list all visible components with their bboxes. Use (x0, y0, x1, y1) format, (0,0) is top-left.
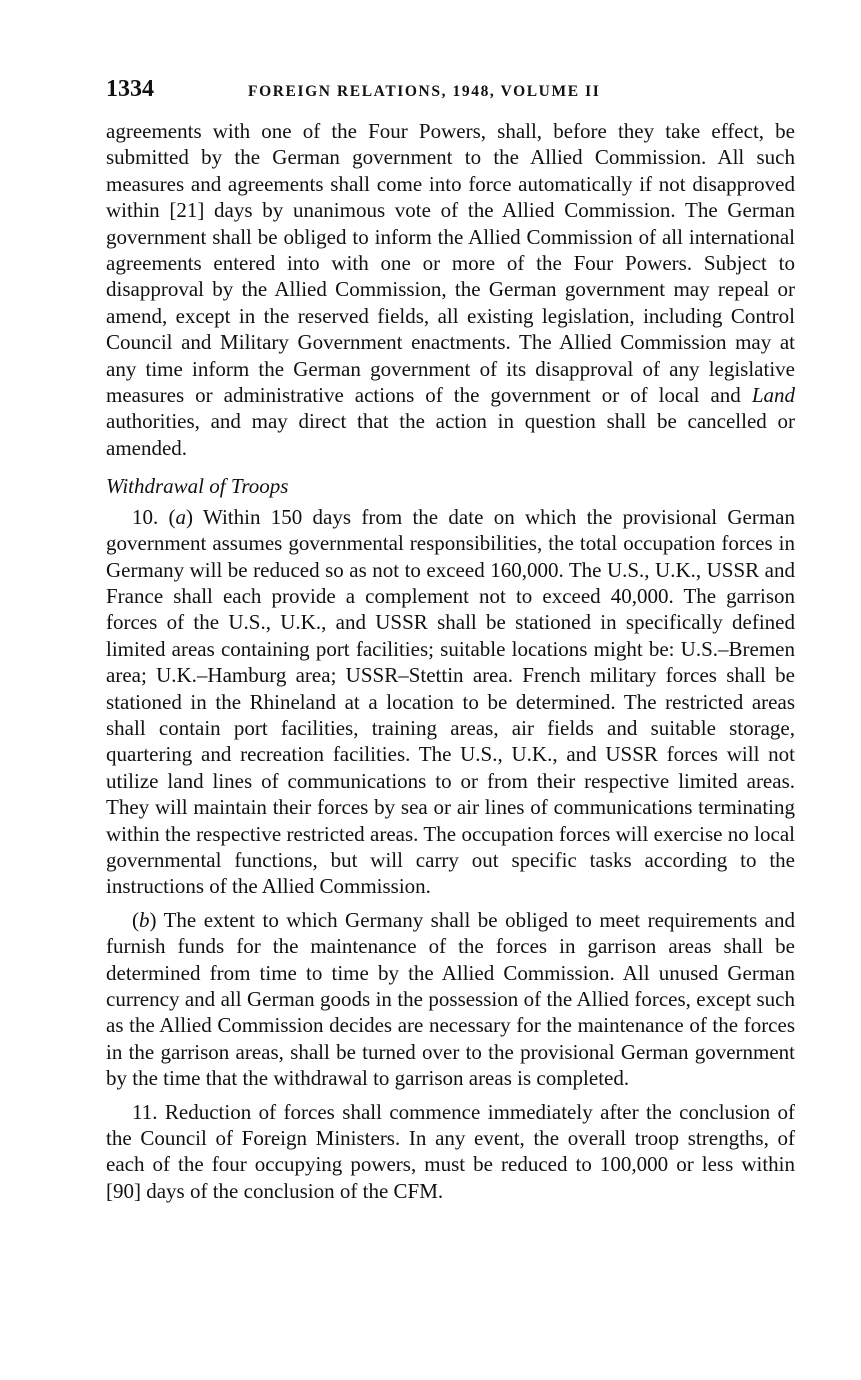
clause-10b-label-pre: ( (132, 907, 139, 932)
land-term: Land (751, 383, 795, 408)
section-heading-withdrawal: Withdrawal of Troops (106, 474, 289, 499)
paragraph-agreements-end: authorities, and may direct that the action in question shall be cancelled or amended. (106, 409, 795, 460)
paragraph-10a (106, 504, 795, 900)
clause-10a-label-pre: 10. ( (132, 504, 176, 529)
page-number: 1334 (106, 76, 154, 102)
paragraph-agreements-text: agreements with one of the Four Powers, shall, before they take effect, be submitted by the German government to the Allied Commission. All such measures and agreements shall come into force automatically if not disapproved within [21] days by unanimous vote of the Allied Commission. The German government shall be obliged to inform the Allied Commission of all international agreements entered into with one or more of the Four Powers. Subject to disapproval by the Allied Commission, the German government may repeal or amend, except in the reserved fields, all existing legislation, including Control Council and Military Government enactments. The Allied Commission may at any time inform the German government of its disapproval of any legislative measures or administrative actions of the government or of local and (106, 119, 795, 408)
paragraph-10a-text: Within 150 days from the date on which the provisional German government assumes governmental responsibilities, the total occupation forces in Germany will be reduced so as not to exceed 160,000. The U.S., U.K., USSR and France shall each provide a complement not to exceed 40,000. The garrison forces of the U.S., U.K., and USSR shall be stationed in specifically defined limited areas containing port facilities; suitable locations might be: U.S.–Bremen area; U.K.–Hamburg area; USSR–Stettin area. French military forces shall be stationed in the Rhineland at a location to be determined. The restricted areas shall contain port facilities, training areas, air fields and suitable storage, quartering and recreation facilities. The U.S., U.K., and USSR forces will not utilize land lines of communications to or from their respective limited areas. They will maintain their forces by sea or air lines of communications terminating within the respective restricted areas. The occupation forces will exercise no local governmental functions, but will carry out specific tasks according to the instructions of the Allied Commission. (106, 504, 795, 899)
clause-10a-label-post: ) (186, 504, 194, 529)
running-head-title: FOREIGN RELATIONS, 1948, VOLUME II (248, 83, 601, 100)
running-head (106, 76, 795, 112)
clause-10b-letter: b (139, 907, 150, 932)
clause-10a-letter: a (175, 504, 187, 529)
paragraph-10b (106, 907, 795, 1092)
paragraph-10b-text: The extent to which Germany shall be obliged to meet requirements and furnish funds for the maintenance of the forces in garrison areas shall be determined from time to time by the Allied Commission. All unused German currency and all German goods in the possession of the Allied forces, except such as the Allied Commission decides are necessary for the maintenance of the forces in the garrison areas, shall be turned over to the provisional German government by the time that the withdrawal to garrison areas is completed. (106, 907, 796, 1091)
paragraph-11: 11. Reduction of forces shall commence immediately after the conclusion of the Council of Foreign Ministers. In any event, the overall troop strengths, of each of the four occupying powers, must be reduced to 100,000 or less within [90] days of the conclusion of the CFM. (106, 1099, 795, 1203)
clause-10b-label-post: ) (149, 907, 157, 932)
paragraph-agreements (106, 118, 795, 461)
